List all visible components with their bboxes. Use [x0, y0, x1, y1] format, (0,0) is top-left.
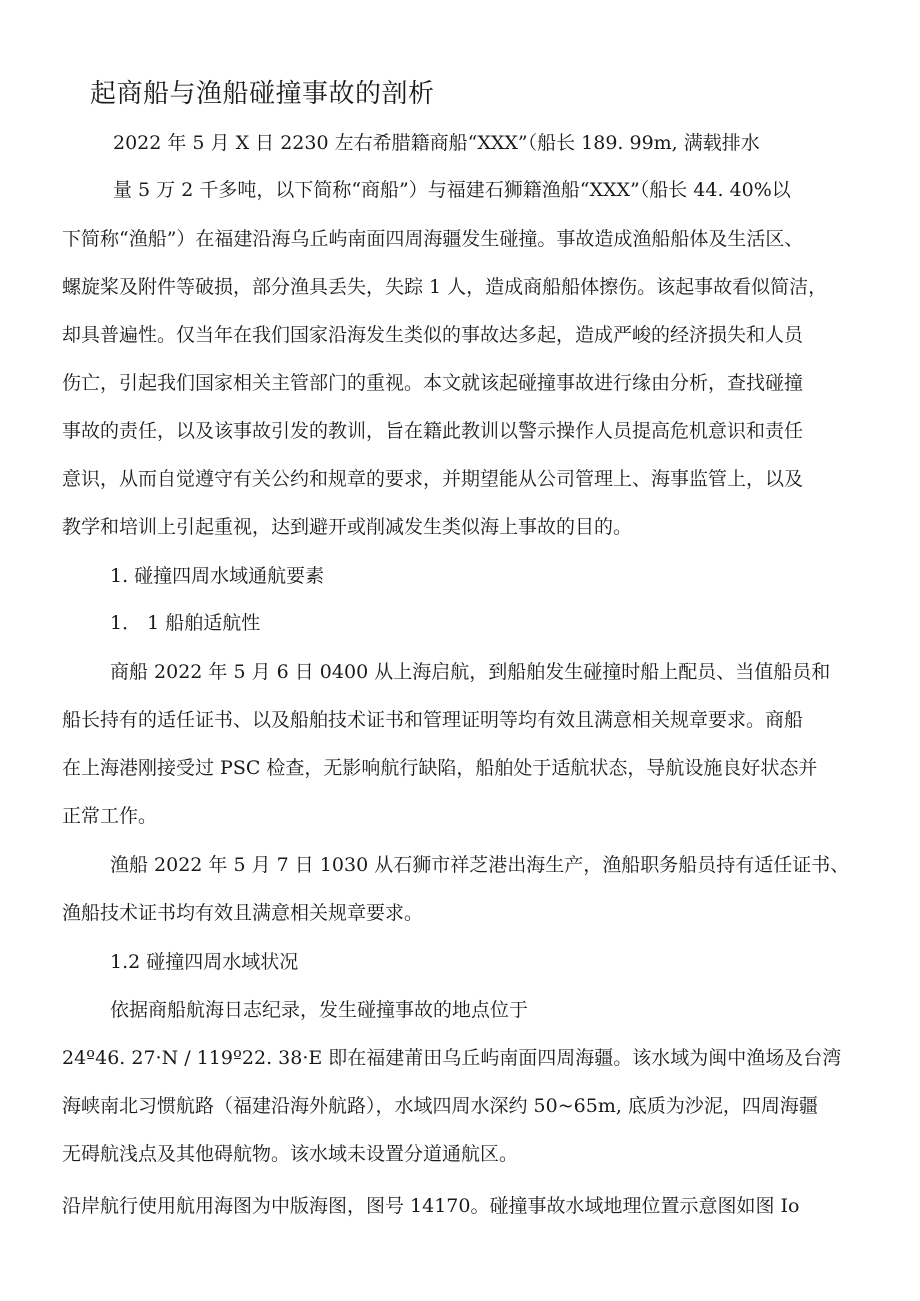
merchant-para-line-2: 船长持有的适任证书、以及船舶技术证书和管理证明等均有效且满意相关规章要求。商船 — [62, 709, 804, 731]
location-para-line-3: 海峡南北习惯航路（福建沿海外航路），水域四周水深约 50~65m, 底质为沙泥，四周海疆 — [62, 1095, 818, 1117]
intro-line-1: 2022 年 5 月 X 日 2230 左右希腊籍商船“XXX”（船长 189. 99m, 满载排水 — [113, 132, 760, 154]
intro-line-7: 事故的责任，以及该事故引发的教训，旨在籍此教训以警示操作人员提高危机意识和责任 — [62, 420, 804, 442]
intro-line-3: 下简称“渔船”）在福建沿海乌丘屿南面四周海疆发生碰撞。事故造成渔船船体及生活区、 — [62, 228, 804, 250]
merchant-para-line-3: 在上海港刚接受过 PSC 检查，无影响航行缺陷，船舶处于适航状态，导航设施良好状态并 — [62, 757, 818, 779]
intro-line-2: 量 5 万 2 千多吨，以下简称“商船”）与福建石狮籍渔船“XXX”（船长 44. 40%以 — [113, 179, 791, 201]
intro-line-5: 却具普遍性。仅当年在我们国家沿海发生类似的事故达多起，造成严峻的经济损失和人员 — [62, 324, 804, 346]
intro-line-4: 螺旋桨及附件等破损，部分渔具丢失，失踪 1 人，造成商船船体擦伤。该起事故看似简洁， — [62, 276, 828, 298]
intro-line-6: 伤亡，引起我们国家相关主管部门的重视。本文就该起碰撞事故进行缘由分析，查找碰撞 — [62, 372, 804, 394]
document-title: 起商船与渔船碰撞事故的剖析 — [90, 79, 435, 109]
section-heading-1: 1. 碰撞四周水域通航要素 — [110, 565, 325, 587]
location-para-line-2: 24º46. 27·N / 119º22. 38·E 即在福建莆田乌丘屿南面四周海疆。该水域为闽中渔场及台湾 — [62, 1047, 842, 1069]
section-heading-1-1: 1． 1 船舶适航性 — [110, 612, 261, 634]
merchant-para-line-4: 正常工作。 — [62, 805, 158, 827]
intro-line-8: 意识，从而自觉遵守有关公约和规章的要求，并期望能从公司管理上、海事监管上，以及 — [62, 468, 804, 490]
merchant-para-line-1: 商船 2022 年 5 月 6 日 0400 从上海启航，到船舶发生碰撞时船上配员、当值船员和 — [110, 661, 831, 683]
fishing-para-line-2: 渔船技术证书均有效且满意相关规章要求。 — [62, 902, 424, 924]
intro-line-9: 教学和培训上引起重视，达到避开或削减发生类似海上事故的目的。 — [62, 516, 633, 538]
location-para-line-1: 依据商船航海日志纪录，发生碰撞事故的地点位于 — [110, 999, 529, 1021]
fishing-para-line-1: 渔船 2022 年 5 月 7 日 1030 从石狮市祥芝港出海生产，渔船职务船员持有适任证书、 — [110, 854, 850, 876]
location-para-line-5: 沿岸航行使用航用海图为中版海图，图号 14170。碰撞事故水域地理位置示意图如图 Io — [62, 1195, 800, 1217]
location-para-line-4: 无碍航浅点及其他碍航物。该水域未设置分道通航区。 — [62, 1143, 519, 1165]
section-heading-1-2: 1.2 碰撞四周水域状况 — [110, 951, 299, 973]
